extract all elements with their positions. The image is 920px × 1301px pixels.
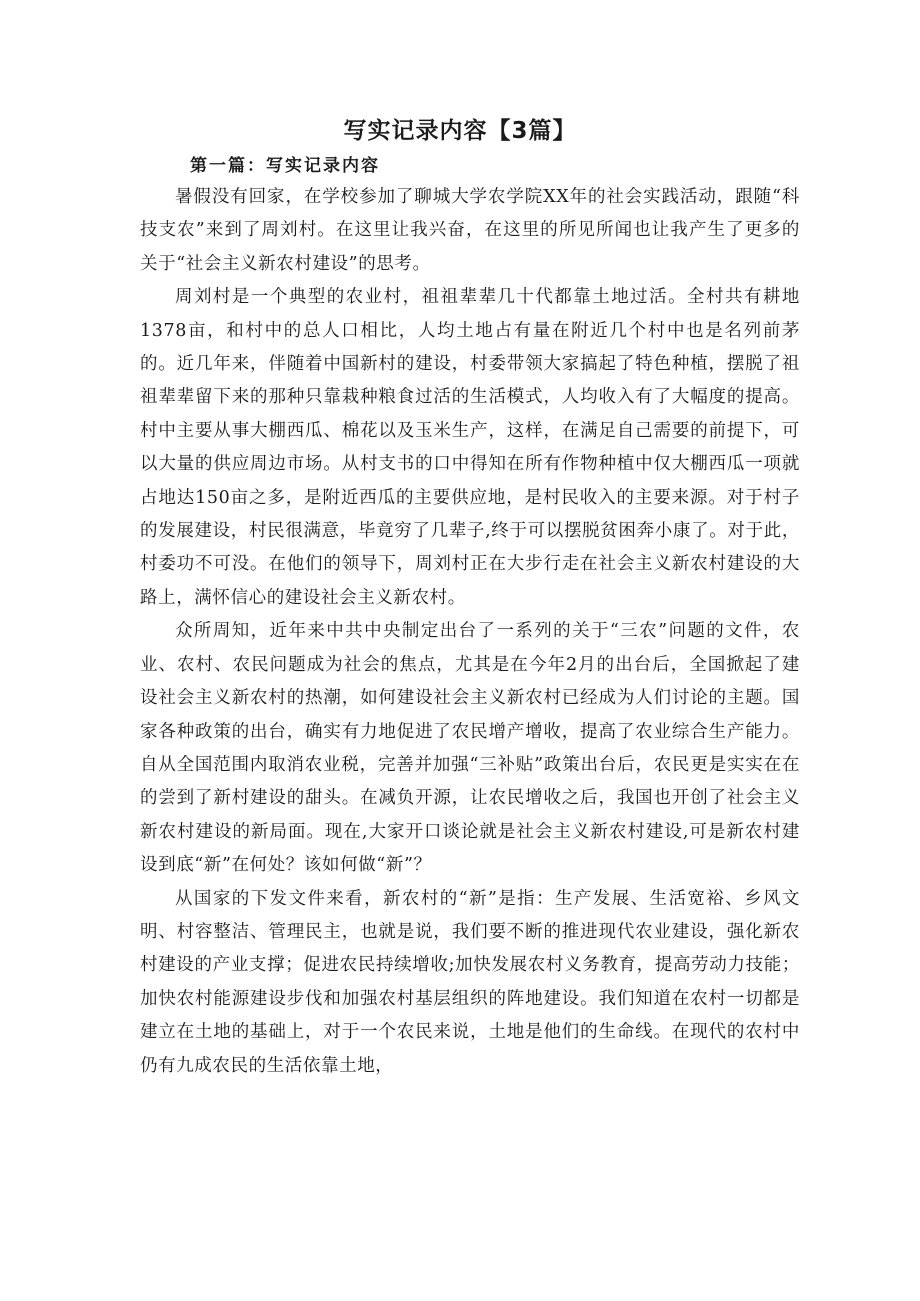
paragraph-3: 众所周知，近年来中共中央制定出台了一系列的关于“三农”问题的文件，农业、农村、农民问题成为社会的焦点，尤其是在今年2月的出台后，全国掀起了建设社会主义新农村的热潮，如何建设社会主义新农村已经成为人们讨论的主题。国家各种政策的出台，确实有力地促进了农民增产增收，提高了农业综合生产能力。自从全国范围内取消农业税，完善并加强“三补贴”政策出台后，农民更是实实在在的尝到了新村建设的甜头。在减负开源，让农民增收之后，我国也开创了社会主义新农村建设的新局面。现在,大家开口谈论就是社会主义新农村建设,可是新农村建设到底“新”在何处？该如何做“新”？ [140,621,800,876]
section-heading: 第一篇：写实记录内容 [190,156,380,176]
document-body [140,181,800,1083]
paragraph-1: 暑假没有回家，在学校参加了聊城大学农学院XX年的社会实践活动，跟随“科技支农”来到了周刘村。在这里让我兴奋，在这里的所见所闻也让我产生了更多的关于“社会主义新农村建设”的思考。 [140,187,800,274]
paragraph-4: 从国家的下发文件来看，新农村的“新”是指：生产发展、生活宽裕、乡风文明、村容整洁、管理民主，也就是说，我们要不断的推进现代农业建设，强化新农村建设的产业支撑；促进农民持续增收;加快发展农村义务教育，提高劳动力技能；加快农村能源建设步伐和加强农村基层组织的阵地建设。我们知道在农村一切都是建立在土地的基础上，对于一个农民来说，土地是他们的生命线。在现代的农村中仍有九成农民的生活依靠土地， [140,888,800,1076]
paragraph-2: 周刘村是一个典型的农业村，祖祖辈辈几十代都靠土地过活。全村共有耕地1378亩，和村中的总人口相比，人均土地占有量在附近几个村中也是名列前茅的。近几年来，伴随着中国新村的建设，村委带领大家搞起了特色种植，摆脱了祖祖辈辈留下来的那种只靠栽种粮食过活的生活模式，人均收入有了大幅度的提高。村中主要从事大棚西瓜、棉花以及玉米生产，这样，在满足自己需要的前提下，可以大量的供应周边市场。从村支书的口中得知在所有作物种植中仅大棚西瓜一项就占地达150亩之多，是附近西瓜的主要供应地，是村民收入的主要来源。对于村子的发展建设，村民很满意，毕竟穷了几辈子,终于可以摆脱贫困奔小康了。对于此，村委功不可没。在他们的领导下，周刘村正在大步行走在社会主义新农村建设的大路上，满怀信心的建设社会主义新农村。 [140,287,800,608]
document-title: 写实记录内容【3篇】 [343,118,577,144]
